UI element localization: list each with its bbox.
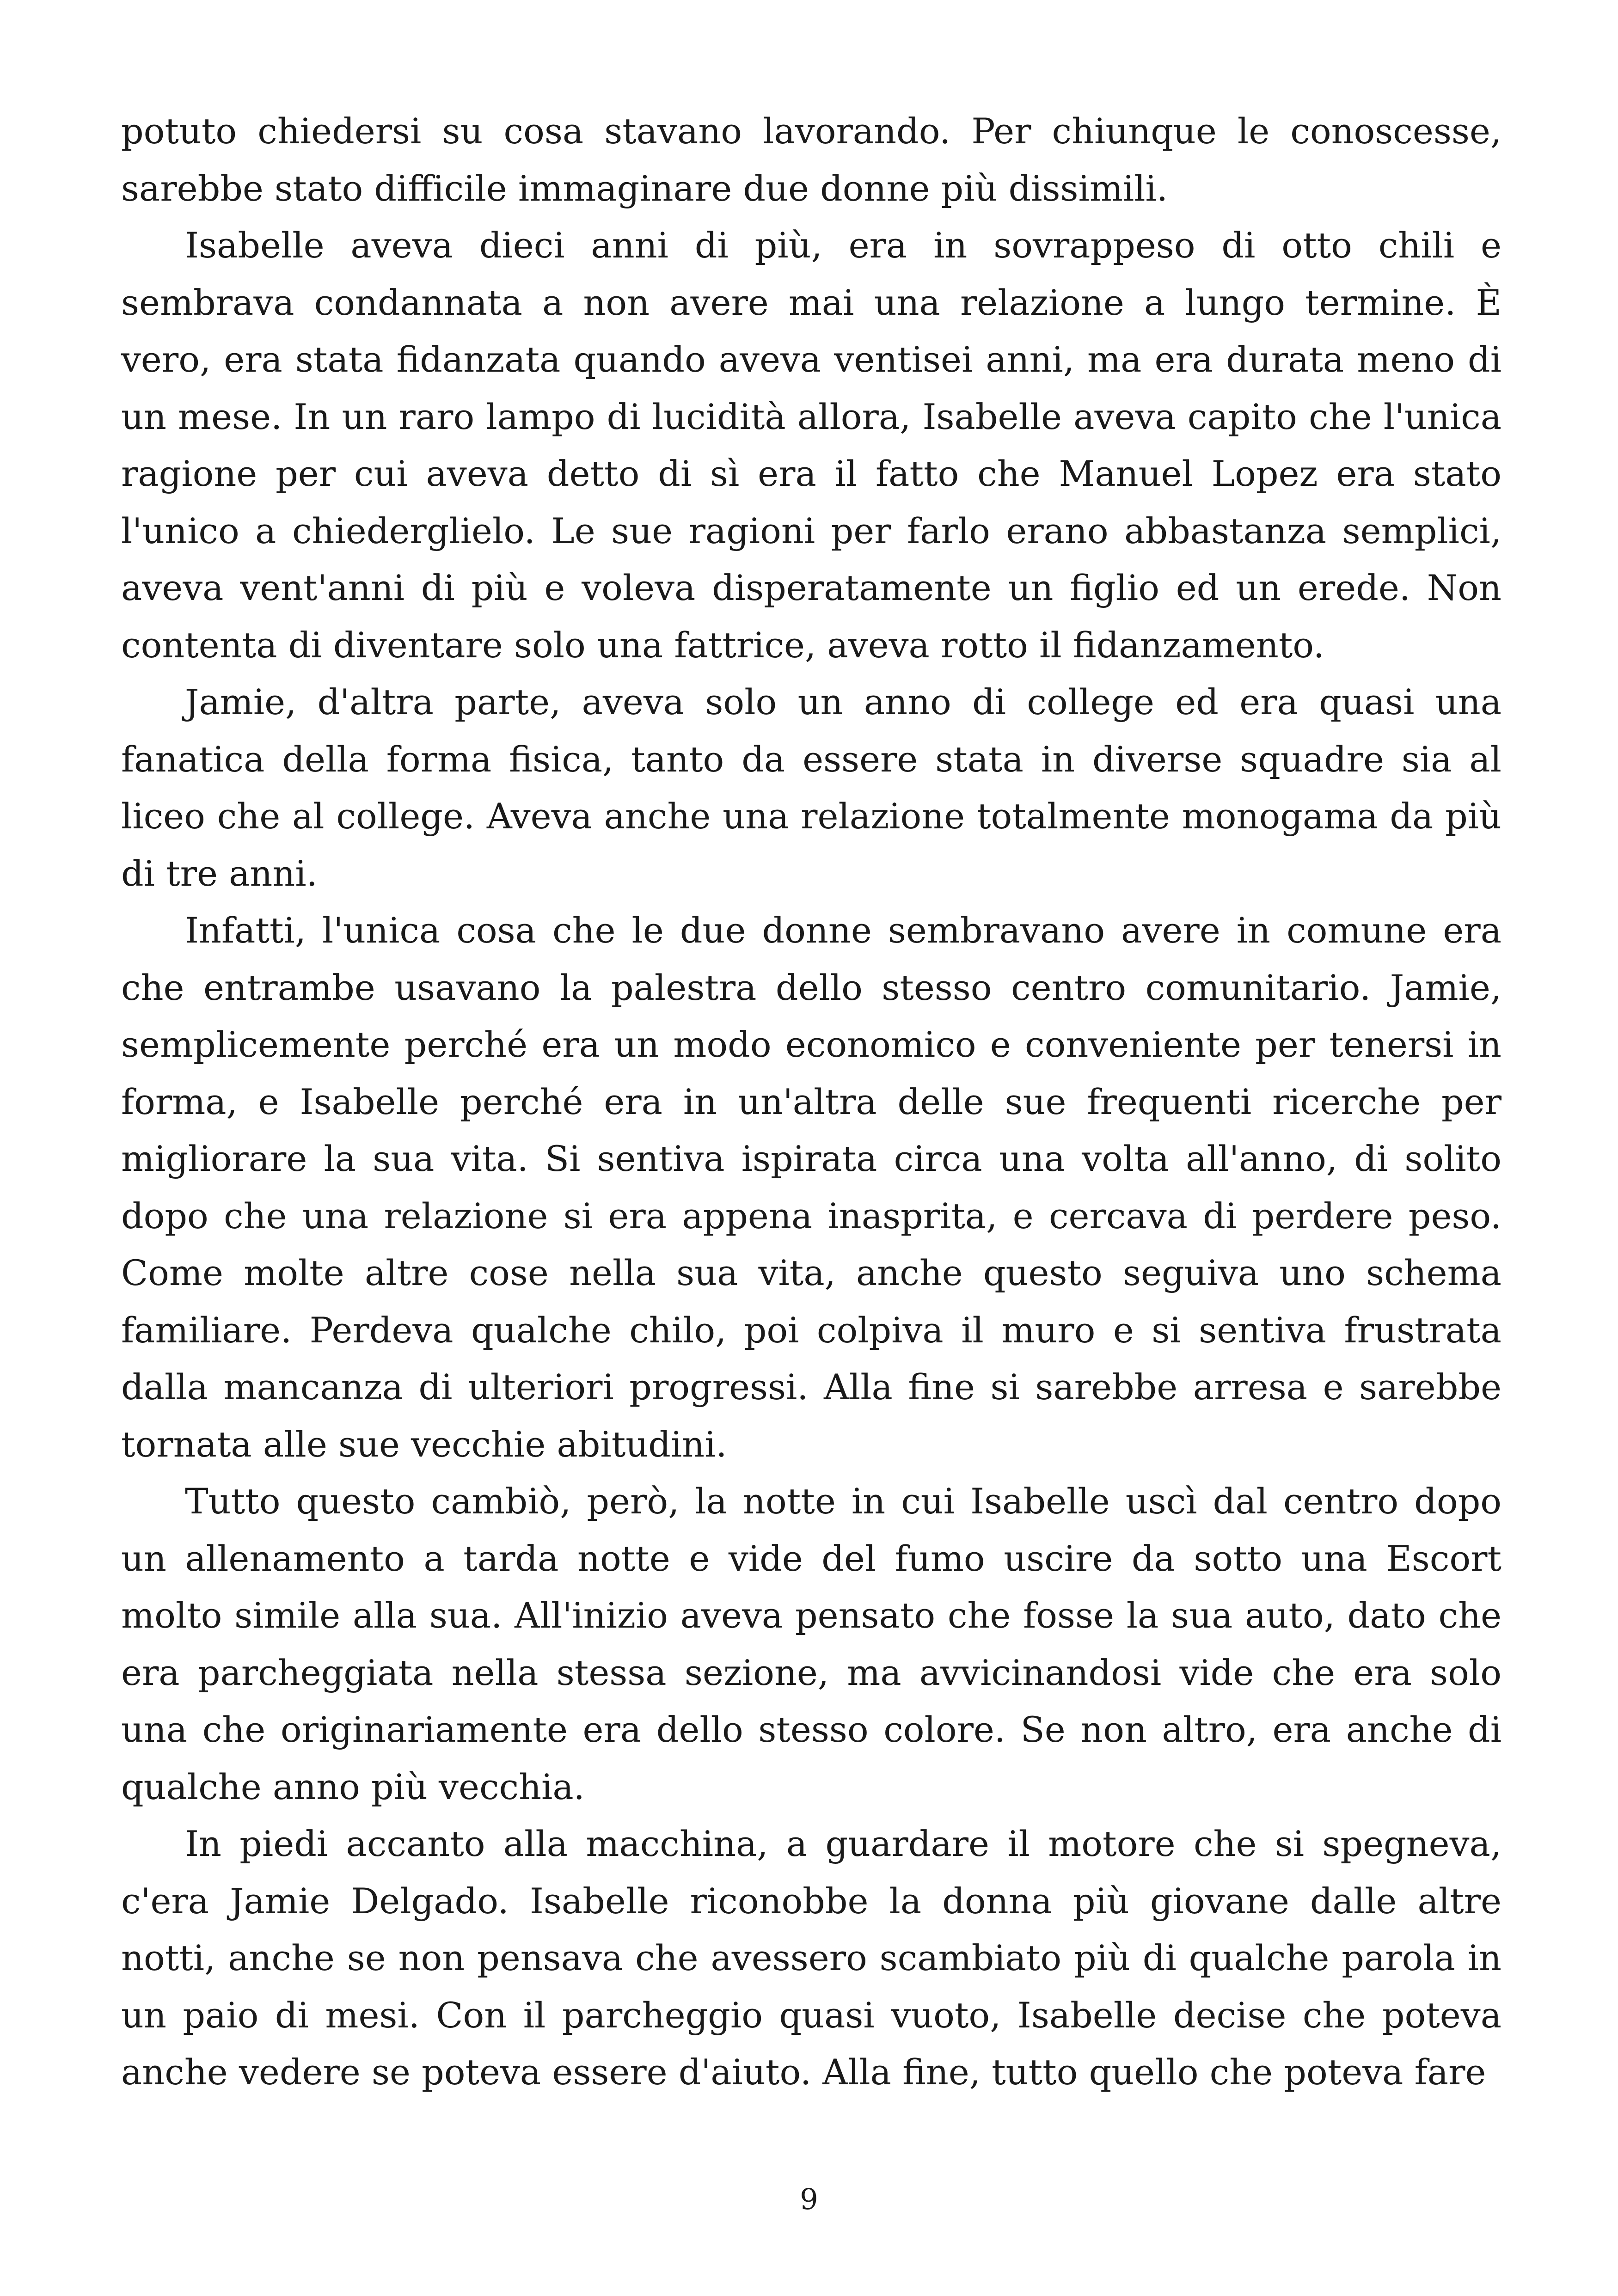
paragraph-2: Isabelle aveva dieci anni di più, era in sovrappeso di otto chili e sembrava condannata a non avere mai una relazione a lungo termine. È vero, era stata fidanzata quando aveva ventisei anni, ma era durata meno di un mese. In un raro lampo di lucidità allora, Isabelle aveva capito che l'unica ragione per cui aveva detto di sì era il fatto che Manuel Lopez era stato l'unico a chiederglielo. Le sue ragioni per farlo erano abbastanza semplici, aveva vent'anni di più e voleva disperatamente un figlio ed un erede. Non contenta di diventare solo una fattrice, aveva rotto il fidanzamento. bbox=[121, 225, 1502, 666]
paragraph-3: Jamie, d'altra parte, aveva solo un anno di college ed era quasi una fanatica della forma fisica, tanto da essere stata in diverse squadre sia al liceo che al college. Aveva anche una relazione totalmente monogama da più di tre anni. bbox=[121, 681, 1502, 894]
paragraph-1: potuto chiedersi su cosa stavano lavorando. Per chiunque le conoscesse, sarebbe stato difficile immaginare due donne più dissimili. bbox=[121, 110, 1502, 209]
page-number: 9 bbox=[800, 2182, 818, 2216]
paragraph-6: In piedi accanto alla macchina, a guardare il motore che si spegneva, c'era Jamie Delgado. Isabelle riconobbe la donna più giovane dalle altre notti, anche se non pensava che avessero scambiato più di qualche parola in un paio di mesi. Con il parcheggio quasi vuoto, Isabelle decise che poteva anche vedere se poteva essere d'aiuto. Alla fine, tutto quello che poteva fare bbox=[121, 1823, 1502, 2093]
paragraph-4: Infatti, l'unica cosa che le due donne sembravano avere in comune era che entrambe usavano la palestra dello stesso centro comunitario. Jamie, semplicemente perché era un modo economico e conveniente per tenersi in forma, e Isabelle perché era in un'altra delle sue frequenti ricerche per migliorare la sua vita. Si sentiva ispirata circa una volta all'anno, di solito dopo che una relazione si era appena inasprita, e cercava di perdere peso. Come molte altre cose nella sua vita, anche questo seguiva uno schema familiare. Perdeva qualche chilo, poi colpiva il muro e si sentiva frustrata dalla mancanza di ulteriori progressi. Alla fine si sarebbe arresa e sarebbe tornata alle sue vecchie abitudini. bbox=[121, 910, 1502, 1465]
paragraph-5: Tutto questo cambiò, però, la notte in cui Isabelle uscì dal centro dopo un allenamento a tarda notte e vide del fumo uscire da sotto una Escort molto simile alla sua. All'inizio aveva pensato che fosse la sua auto, dato che era parcheggiata nella stessa sezione, ma avvicinandosi vide che era solo una che originariamente era dello stesso colore. Se non altro, era anche di qualche anno più vecchia. bbox=[121, 1481, 1502, 1807]
body-text bbox=[121, 103, 1502, 2101]
